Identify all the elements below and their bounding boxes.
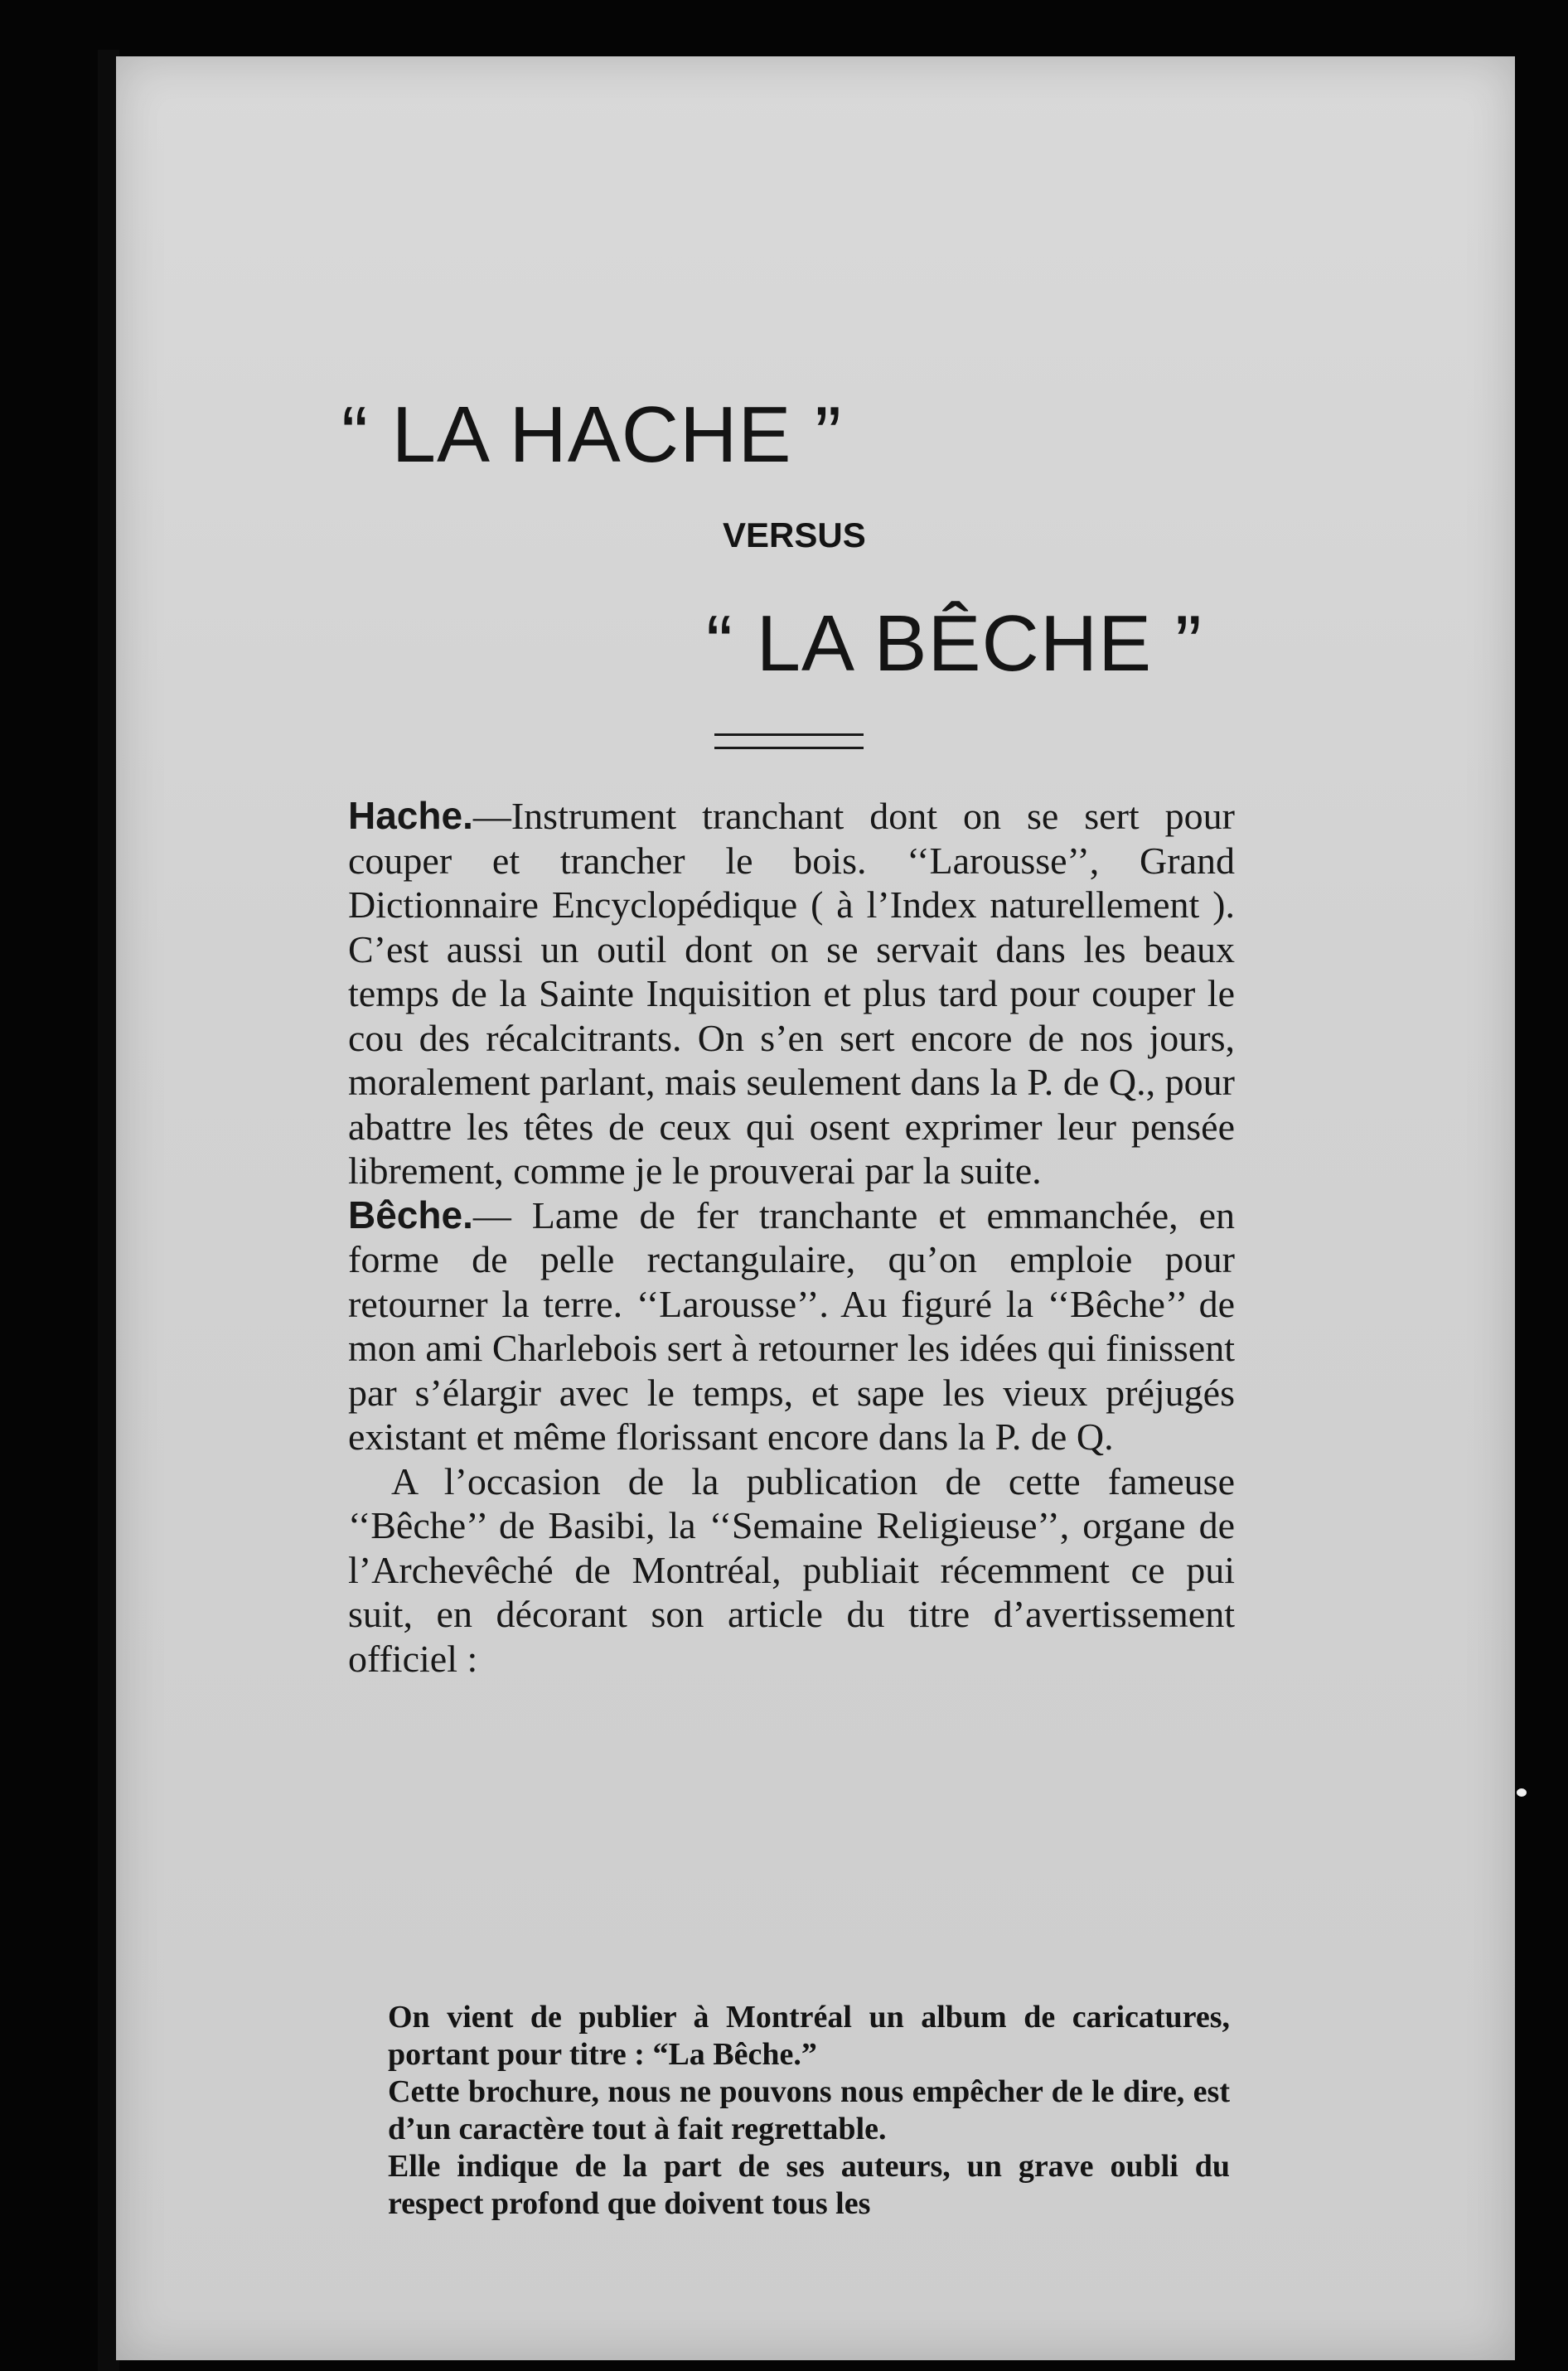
quote-paragraph: Elle indique de la part de ses auteurs, un grave oubli du respect profond que doivent tous les [388, 2149, 1230, 2221]
quote-paragraph: Cette brochure, nous ne pouvons nous empêcher de le dire, est d’un caractère tout à fait regrettable. [388, 2074, 1230, 2146]
title-la-hache: “ LA HACHE ” [341, 390, 843, 479]
definition-beche: — Lame de fer tranchante et emmanchée, en forme de pelle rectangulaire, qu’on emploie pour retourner la terre. ‘‘Larousse’’. Au figuré la ‘‘Bêche’’ de mon ami Charlebois sert à retourner les idées qui finissent par s’élargir avec le temps, et sape les vieux préjugés existant et même florissant encore dans la P. de Q. [348, 1193, 1235, 1458]
article-body [348, 794, 1235, 1681]
double-rule-top [714, 733, 864, 736]
title-versus: VERSUS [723, 515, 866, 554]
double-rule-bottom [714, 747, 864, 749]
definition-hache: —Instrument tranchant dont on se sert pour couper et trancher le bois. ‘‘Larousse’’, Grand Dictionnaire Encyclopédique ( à l’Index naturellement ). C’est aussi un outil dont on se servait dans les beaux temps de la Sainte Inquisition et plus tard pour couper le cou des récalcitrants. On s’en sert encore de nos jours, moralement parlant, mais seulement dans la P. de Q., pour abattre les têtes de ceux qui osent exprimer leur pensée librement, comme je le prouverai par la suite. [348, 795, 1235, 1192]
quoted-notice [388, 1999, 1230, 2223]
paragraph-occasion: A l’occasion de la publication de cette fameuse ‘‘Bêche’’ de Basibi, la ‘‘Semaine Religieuse’’, organe de l’Archevêché de Montréal, publiait récemment ce pui suit, en décorant son article du titre d’avertissement officiel : [348, 1459, 1235, 1680]
term-hache: Hache. [348, 794, 473, 837]
paragraph-hache [348, 794, 1235, 1193]
term-beche: Bêche. [348, 1193, 473, 1236]
paragraph-beche [348, 1193, 1235, 1459]
paper-speck [1517, 1788, 1527, 1797]
quote-paragraph: On vient de publier à Montréal un album de caricatures, portant pour titre : “La Bêche.” [388, 2000, 1230, 2072]
title-la-beche: “ LA BÊCHE ” [706, 599, 1203, 688]
